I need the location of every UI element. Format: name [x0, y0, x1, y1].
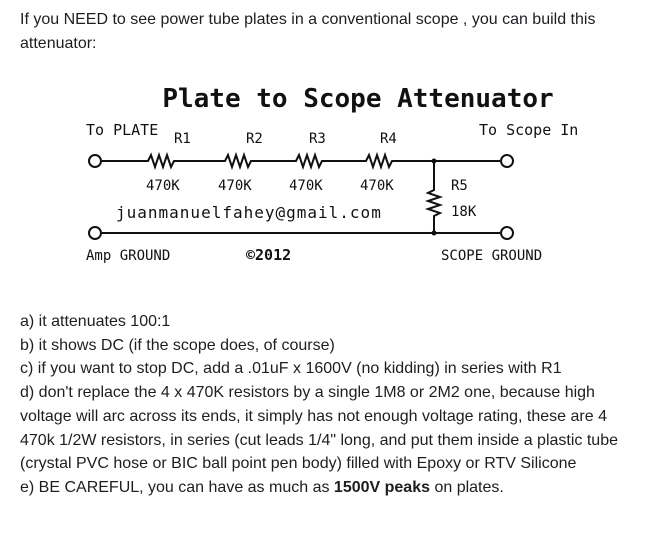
note-b: b) it shows DC (if the scope does, of course) [20, 336, 335, 354]
r4-value: 470K [360, 178, 394, 194]
note-e-emphasis: 1500V peaks [333, 478, 430, 496]
note-e [20, 476, 645, 500]
notes-list [20, 310, 645, 500]
input-label: To PLATE [86, 121, 159, 139]
amp-ground-terminal [89, 227, 101, 239]
r1-label: R1 [174, 131, 191, 147]
note-d: d) don't replace the 4 x 470K resistors by a single 1M8 or 2M2 one, because high voltage will arc across its ends, it simply has not enough voltage rating, these are 4 470k 1/2W resistors, in series (cut leads 1/4" long, and put them inside a plastic tube (crystal PVC hose or BIC ball point pen body) filled with Epoxy or RTV Silicone [20, 384, 618, 473]
r4-label: R4 [380, 131, 397, 147]
shunt-resistor-r5 [428, 161, 440, 232]
amp-ground-label: Amp GROUND [86, 248, 171, 264]
ground-junction-dot [432, 231, 437, 236]
output-label: To Scope In [479, 121, 579, 139]
note-a: a) it attenuates 100:1 [20, 313, 171, 330]
r2-value: 470K [218, 178, 252, 194]
diagram-title: Plate to Scope Attenuator [162, 84, 554, 114]
note-e-end: on plates. [430, 478, 504, 496]
author-email: juanmanuelfahey@gmail.com [116, 203, 382, 222]
r3-value: 470K [289, 178, 323, 194]
note-e-start: e) BE CAREFUL, you can have as much as [20, 478, 334, 496]
scope-ground-label: SCOPE GROUND [441, 248, 543, 264]
plate-terminal [89, 155, 101, 167]
note-c: c) if you want to stop DC, add a .01uF x 1600V (no kidding) in series with R1 [20, 360, 562, 378]
r1-value: 470K [146, 178, 180, 194]
copyright-label: ©2012 [246, 246, 292, 264]
r5-label: R5 [451, 178, 468, 194]
scope-in-terminal [501, 155, 513, 167]
series-resistor-chain [101, 155, 500, 167]
r3-label: R3 [309, 131, 326, 147]
intro-text: If you NEED to see power tube plates in a conventional scope , you can build this attenuator: [20, 11, 596, 52]
scope-ground-terminal [501, 227, 513, 239]
r2-label: R2 [246, 131, 263, 147]
r5-value: 18K [451, 204, 477, 220]
